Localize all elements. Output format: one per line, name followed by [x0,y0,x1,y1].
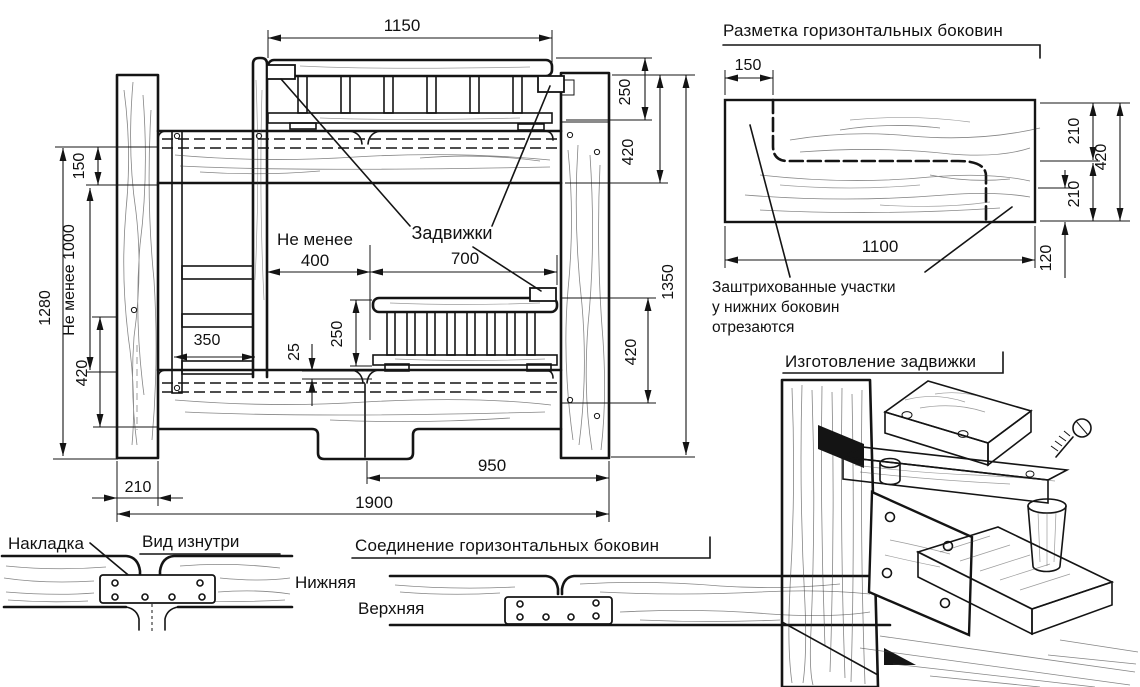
dim-lower-rail-length: 700 [450,249,480,268]
dim-end-width: 150 [734,57,762,74]
dim-lower-rail-height: 250 [329,320,346,348]
dim-lower-side-right: 420 [623,338,640,366]
marking-note-line1: Заштрихованные участки [712,279,896,296]
dim-platform-height: 1280 [37,290,54,326]
marking-title: Разметка горизонтальных боковин [723,21,1003,40]
marking-note-line2: у нижних боковин [712,299,840,316]
dim-cutoff-height: 120 [1038,244,1055,272]
latch-knob [1028,499,1066,572]
screw-icon [1051,419,1091,457]
dim-min-gap-label: Не менее [277,230,353,249]
ladder-rung [182,314,253,327]
main-elevation-drawing [37,16,695,522]
dim-platform-thickness: 25 [286,343,303,361]
latch-title: Изготовление задвижки [785,352,977,371]
inside-view-title: Вид изнутри [142,532,240,551]
latch-plate [869,492,972,635]
dim-platform-to-bottom: 150 [71,152,88,180]
right-post-notch [561,80,609,122]
dim-ladder-width: 350 [193,332,221,349]
dim-length: 1100 [861,237,899,256]
label-latches: Задвижки [411,223,493,243]
joint-boards [390,576,890,625]
label-lower-board: Нижняя [295,573,356,592]
dim-half-length: 950 [477,456,507,475]
dim-total-height: 420 [1093,143,1110,171]
dim-total-length: 1900 [355,493,393,512]
dim-lower-height: 210 [1066,180,1083,208]
lower-guard-rail [373,288,557,371]
joint-title: Соединение горизонтальных боковин [355,536,660,555]
left-post [117,75,158,458]
marking-title-underline [723,45,1040,58]
dim-post-width: 210 [124,479,152,496]
marking-panel [712,21,1130,336]
upper-left-latch [267,65,295,79]
latch-mortise [818,425,864,468]
ladder-rung [182,361,253,374]
dim-min-clearance: Не менее 1000 [61,224,78,336]
dim-rail-height: 250 [617,78,634,106]
inside-view-panel [2,532,292,632]
latch-panel [782,352,1138,687]
ground-wedge [884,648,916,665]
upper-right-latch [538,76,564,92]
marking-note-line3: отрезаются [712,319,795,336]
dim-total-height: 1350 [660,264,677,300]
dim-top-width: 1150 [383,16,421,35]
lower-right-latch [530,288,556,301]
dim-lower-side-left: 420 [74,359,91,387]
label-plate: Накладка [8,534,84,553]
label-upper-board: Верхняя [358,599,425,618]
dim-min-gap-value: 400 [300,251,330,270]
joint-panel [295,536,890,625]
dim-upper-height: 210 [1066,117,1083,145]
main-dimensions [37,16,695,522]
latch-isometric [782,380,1138,687]
dim-upper-side: 420 [620,138,637,166]
ladder-rung [182,266,253,279]
